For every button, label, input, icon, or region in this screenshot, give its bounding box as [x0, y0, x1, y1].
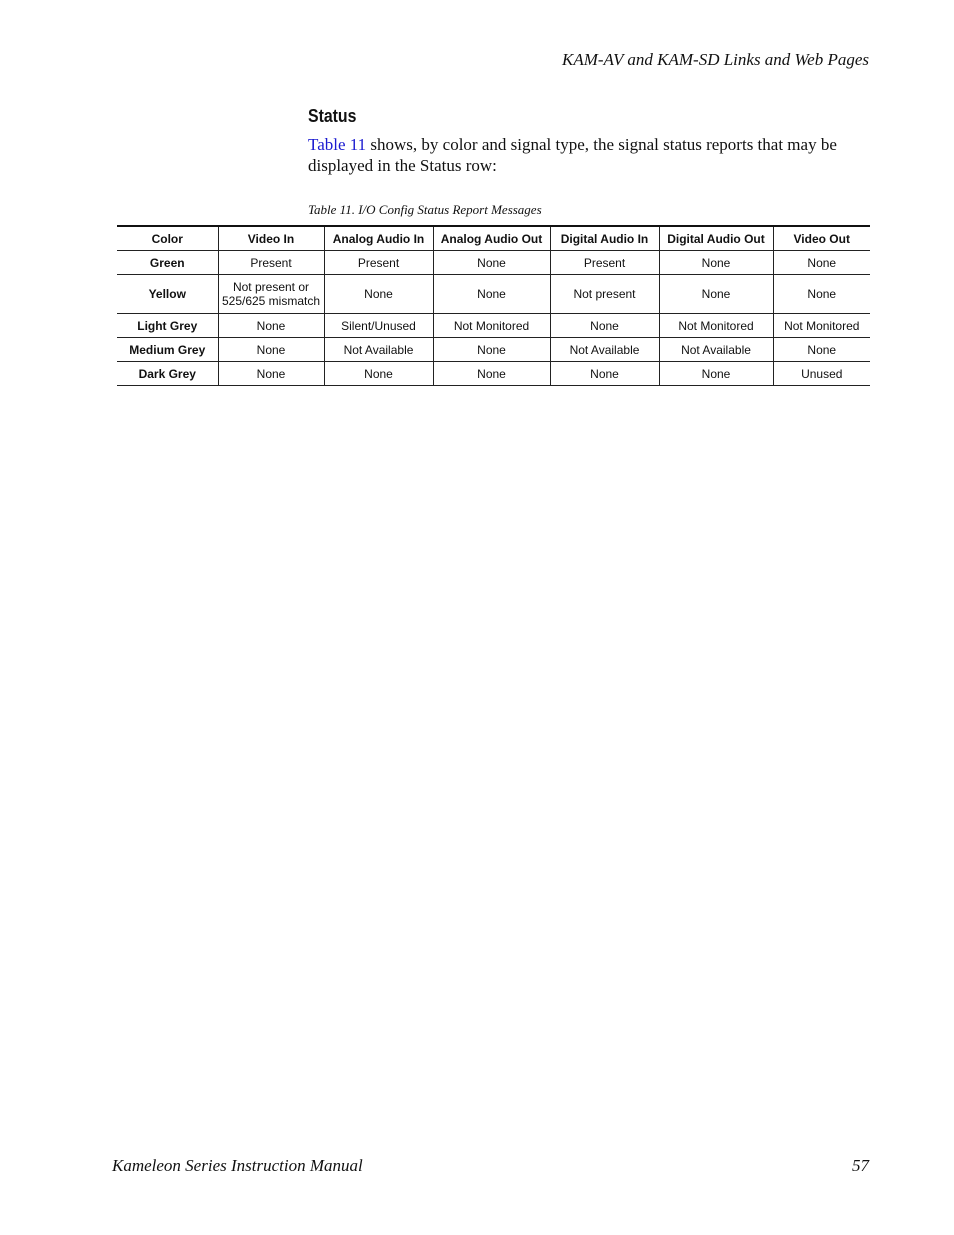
table-cell: None: [550, 362, 659, 386]
column-header: Video In: [218, 226, 324, 251]
table-cell: Present: [324, 251, 433, 275]
table-cell: Not Monitored: [773, 314, 870, 338]
table-row: [117, 362, 870, 386]
table-row: [117, 314, 870, 338]
table-cell: None: [773, 338, 870, 362]
table-cell: Yellow: [148, 287, 186, 301]
status-report-table: [117, 225, 870, 386]
footer-manual-title: Kameleon Series Instruction Manual: [112, 1156, 363, 1175]
page-number: 57: [852, 1156, 869, 1175]
table-cell: Green: [149, 255, 185, 270]
table-cell: Not Monitored: [433, 314, 550, 338]
table-row: [117, 338, 870, 362]
table-cell: Not Available: [324, 338, 433, 362]
table-cell: Silent/Unused: [324, 314, 433, 338]
column-header: Video Out: [773, 226, 870, 251]
table-cell: None: [659, 251, 773, 275]
table-cell: None: [218, 362, 324, 386]
section-heading: Status: [308, 106, 357, 126]
table-cell: Present: [218, 251, 324, 275]
column-header: Digital Audio In: [550, 226, 659, 251]
column-header: Color: [151, 231, 183, 246]
table-cell: None: [773, 275, 870, 314]
table-caption: Table 11. I/O Config Status Report Messages: [308, 202, 542, 217]
table-cell: None: [433, 362, 550, 386]
table-cell: Not Available: [550, 338, 659, 362]
running-head: KAM-AV and KAM-SD Links and Web Pages: [561, 50, 869, 69]
table-row: [117, 251, 870, 275]
table-cell: Not Monitored: [659, 314, 773, 338]
table-cell: None: [659, 362, 773, 386]
table-cell: None: [773, 251, 870, 275]
table-cell: None: [433, 251, 550, 275]
intro-paragraph: [308, 134, 873, 176]
table-cell: None: [324, 275, 433, 314]
table-cell: None: [218, 314, 324, 338]
table-cell: None: [324, 362, 433, 386]
table-cell: Not Available: [659, 338, 773, 362]
table-reference-link[interactable]: Table 11: [308, 135, 367, 154]
table-cell: Medium Grey: [129, 342, 206, 357]
table-cell: None: [433, 338, 550, 362]
intro-text: shows, by color and signal type, the signal status reports that may be displayed in the Status row:: [308, 135, 837, 175]
column-header: Digital Audio Out: [659, 226, 773, 251]
column-header: Analog Audio In: [324, 226, 433, 251]
table-header-row: [117, 226, 870, 251]
table-cell: None: [659, 275, 773, 314]
table-cell: None: [433, 275, 550, 314]
table-cell: None: [550, 314, 659, 338]
table-cell: Light Grey: [137, 318, 198, 333]
table-cell: Unused: [773, 362, 870, 386]
table-cell: Dark Grey: [138, 366, 196, 381]
table-cell: None: [218, 338, 324, 362]
column-header: Analog Audio Out: [433, 226, 550, 251]
table-cell: Not present or 525/625 mismatch: [218, 275, 324, 314]
table-cell: Not present: [550, 275, 659, 314]
table-row: [117, 275, 870, 314]
table-cell: Present: [550, 251, 659, 275]
